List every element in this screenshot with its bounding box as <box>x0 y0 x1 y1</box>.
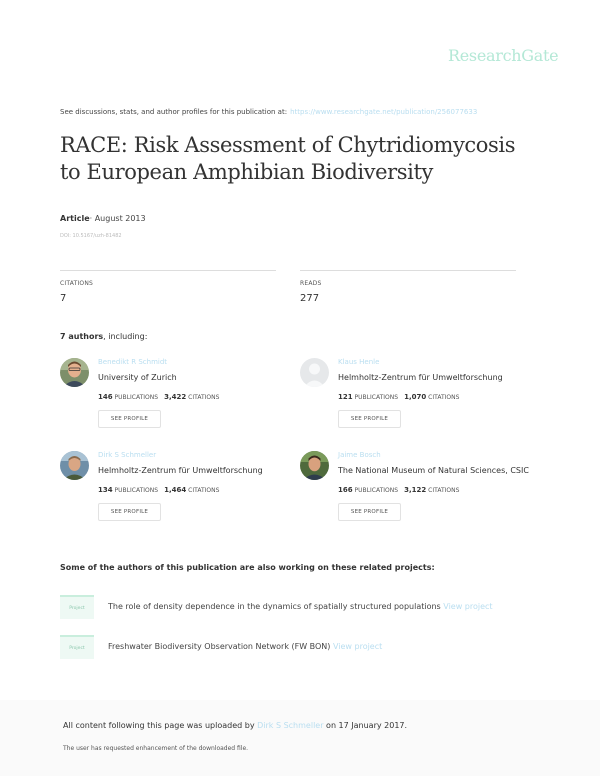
project-title: Freshwater Biodiversity Observation Network (FW BON) <box>108 642 331 651</box>
discussion-text: See discussions, stats, and author profiles for this publication at: <box>60 108 288 116</box>
publication-type: Article <box>60 214 90 223</box>
author-publications-count: 146 <box>98 393 113 401</box>
author-metrics <box>338 393 459 401</box>
author-card <box>300 358 540 438</box>
uploader-link[interactable]: Dirk S Schmeller <box>257 721 324 730</box>
author-card <box>60 451 300 531</box>
default-avatar-icon <box>300 358 329 387</box>
view-project-link[interactable]: View project <box>443 602 493 611</box>
authors-heading-suffix: , including: <box>103 332 148 341</box>
author-avatar[interactable] <box>60 358 89 387</box>
view-project-link[interactable]: View project <box>332 642 383 651</box>
reads-label: READS <box>300 280 322 287</box>
publication-link[interactable]: https://www.researchgate.net/publication/256077633 <box>290 108 478 116</box>
enhancement-note: The user has requested enhancement of the downloaded file. <box>63 745 249 752</box>
project-title-line <box>108 602 493 611</box>
see-profile-button[interactable]: SEE PROFILE <box>98 503 161 521</box>
project-badge-icon: Project <box>60 635 94 659</box>
author-card <box>300 451 540 531</box>
citations-label: CITATIONS <box>60 280 94 287</box>
author-metrics <box>98 486 219 494</box>
author-photo-icon <box>60 358 89 387</box>
author-publications-count: 166 <box>338 486 353 494</box>
author-institution: The National Museum of Natural Sciences, CSIC <box>338 466 529 475</box>
author-avatar[interactable] <box>300 451 329 480</box>
author-card <box>60 358 300 438</box>
author-institution: Helmholtz-Zentrum für Umweltforschung <box>338 373 503 382</box>
author-institution: University of Zurich <box>98 373 177 382</box>
author-citations-count: 3,422 <box>164 393 187 401</box>
author-publications-label: PUBLICATIONS <box>114 394 159 401</box>
author-name[interactable]: Benedikt R Schmidt <box>98 358 168 366</box>
upload-info <box>63 721 407 730</box>
author-metrics <box>98 393 219 401</box>
author-citations-count: 3,122 <box>404 486 427 494</box>
see-profile-button[interactable]: SEE PROFILE <box>98 410 161 428</box>
see-profile-button[interactable]: SEE PROFILE <box>338 410 401 428</box>
author-name[interactable]: Klaus Henle <box>338 358 380 366</box>
author-metrics <box>338 486 459 494</box>
author-publications-label: PUBLICATIONS <box>354 394 399 401</box>
authors-count: 7 authors <box>60 332 104 341</box>
publication-meta <box>60 214 146 223</box>
author-photo-icon <box>60 451 89 480</box>
project-item[interactable] <box>60 635 530 659</box>
author-publications-count: 121 <box>338 393 353 401</box>
author-publications-label: PUBLICATIONS <box>354 487 399 494</box>
project-item[interactable] <box>60 595 530 619</box>
discussion-line <box>60 108 477 116</box>
author-institution: Helmholtz-Zentrum für Umweltforschung <box>98 466 263 475</box>
author-citations-label: CITATIONS <box>428 487 460 494</box>
author-citations-count: 1,070 <box>404 393 427 401</box>
related-projects-heading: Some of the authors of this publication are also working on these related projects: <box>60 563 435 572</box>
see-profile-button[interactable]: SEE PROFILE <box>338 503 401 521</box>
project-title-line <box>108 642 382 651</box>
project-badge-icon: Project <box>60 595 94 619</box>
project-title: The role of density dependence in the dynamics of spatially structured populations <box>108 602 441 611</box>
citations-stat <box>60 270 276 304</box>
upload-prefix: All content following this page was uploaded by <box>63 721 255 730</box>
author-publications-count: 134 <box>98 486 113 494</box>
author-citations-label: CITATIONS <box>428 394 460 401</box>
authors-heading <box>60 332 147 341</box>
author-avatar[interactable] <box>300 358 329 387</box>
publication-title: RACE: Risk Assessment of Chytridiomycosis to European Amphibian Biodiversity <box>60 133 516 184</box>
publication-doi: DOI: 10.5167/uzh-81482 <box>60 233 122 239</box>
author-citations-count: 1,464 <box>164 486 187 494</box>
author-photo-icon <box>300 451 329 480</box>
author-citations-label: CITATIONS <box>188 487 220 494</box>
author-avatar[interactable] <box>60 451 89 480</box>
researchgate-logo[interactable]: ResearchGate <box>448 46 559 65</box>
reads-value: 277 <box>300 293 320 304</box>
author-name[interactable]: Dirk S Schmeller <box>98 451 157 459</box>
citations-value: 7 <box>60 293 67 304</box>
author-citations-label: CITATIONS <box>188 394 220 401</box>
publication-date: · August 2013 <box>89 214 146 223</box>
author-name[interactable]: Jaime Bosch <box>338 451 381 459</box>
footer <box>0 700 600 776</box>
author-publications-label: PUBLICATIONS <box>114 487 159 494</box>
reads-stat <box>300 270 516 304</box>
upload-suffix: on 17 January 2017. <box>326 721 408 730</box>
